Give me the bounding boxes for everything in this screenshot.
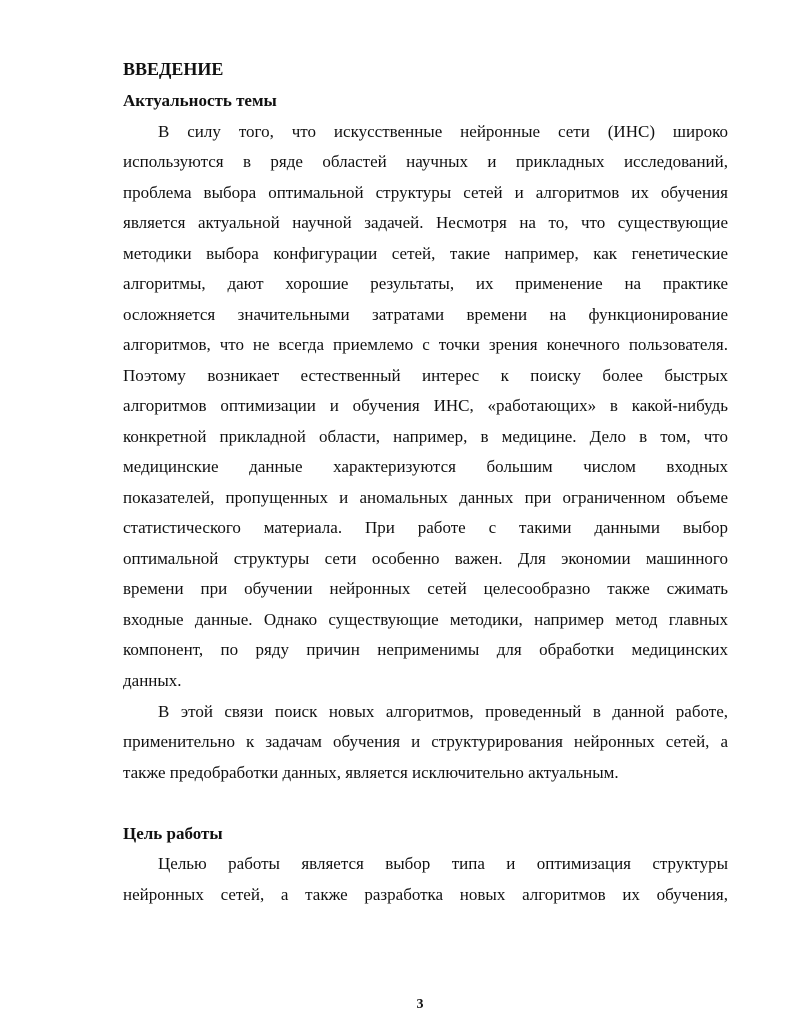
text-line: нейронных сетей, а также разработка новых алгоритмов их обучения, xyxy=(123,885,728,904)
text-line: применительно к задачам обучения и структурирования нейронных сетей, а xyxy=(123,732,728,751)
text-line: конкретной прикладной области, например, в медицине. Дело в том, что xyxy=(123,427,728,446)
text-line: В этой связи поиск новых алгоритмов, проведенный в данной работе, xyxy=(158,702,728,721)
text-line: используются в ряде областей научных и прикладных исследований, xyxy=(123,152,728,171)
text-line: проблема выбора оптимальной структуры сетей и алгоритмов их обучения xyxy=(123,183,728,202)
document-title: ВВЕДЕНИЕ xyxy=(123,59,224,79)
text-line: времени при обучении нейронных сетей целесообразно также сжимать xyxy=(123,579,728,598)
text-line: алгоритмы, дают хорошие результаты, их применение на практике xyxy=(123,274,728,293)
text-line: компонент, по ряду причин неприменимы для обработки медицинских xyxy=(123,640,728,659)
text-line: Целью работы является выбор типа и оптимизация структуры xyxy=(158,854,728,873)
text-line: входные данные. Однако существующие методики, например метод главных xyxy=(123,610,728,629)
text-line: медицинские данные характеризуются большим числом входных xyxy=(123,457,728,476)
page-number: 3 xyxy=(416,997,424,1012)
section-heading-goal: Цель работы xyxy=(123,824,223,843)
text-line: Поэтому возникает естественный интерес к поиску более быстрых xyxy=(123,366,728,385)
text-line: В силу того, что искусственные нейронные сети (ИНС) широко xyxy=(158,122,728,141)
text-line: данных. xyxy=(123,671,182,690)
text-line: методики выбора конфигурации сетей, такие например, как генетические xyxy=(123,244,728,263)
text-line: оптимальной структуры сети особенно важен. Для экономии машинного xyxy=(123,549,728,568)
text-line: осложняется значительными затратами времени на функционирование xyxy=(123,305,728,324)
section-heading-relevance: Актуальность темы xyxy=(123,91,277,110)
text-line: алгоритмов оптимизации и обучения ИНС, «работающих» в какой-нибудь xyxy=(123,396,728,415)
text-line: показателей, пропущенных и аномальных данных при ограниченном объеме xyxy=(123,488,728,507)
text-line: статистического материала. При работе с такими данными выбор xyxy=(123,518,728,537)
text-line: также предобработки данных, является исключительно актуальным. xyxy=(123,763,619,782)
text-line: является актуальной научной задачей. Несмотря на то, что существующие xyxy=(123,213,728,232)
text-line: алгоритмов, что не всегда приемлемо с точки зрения конечного пользователя. xyxy=(123,335,728,354)
